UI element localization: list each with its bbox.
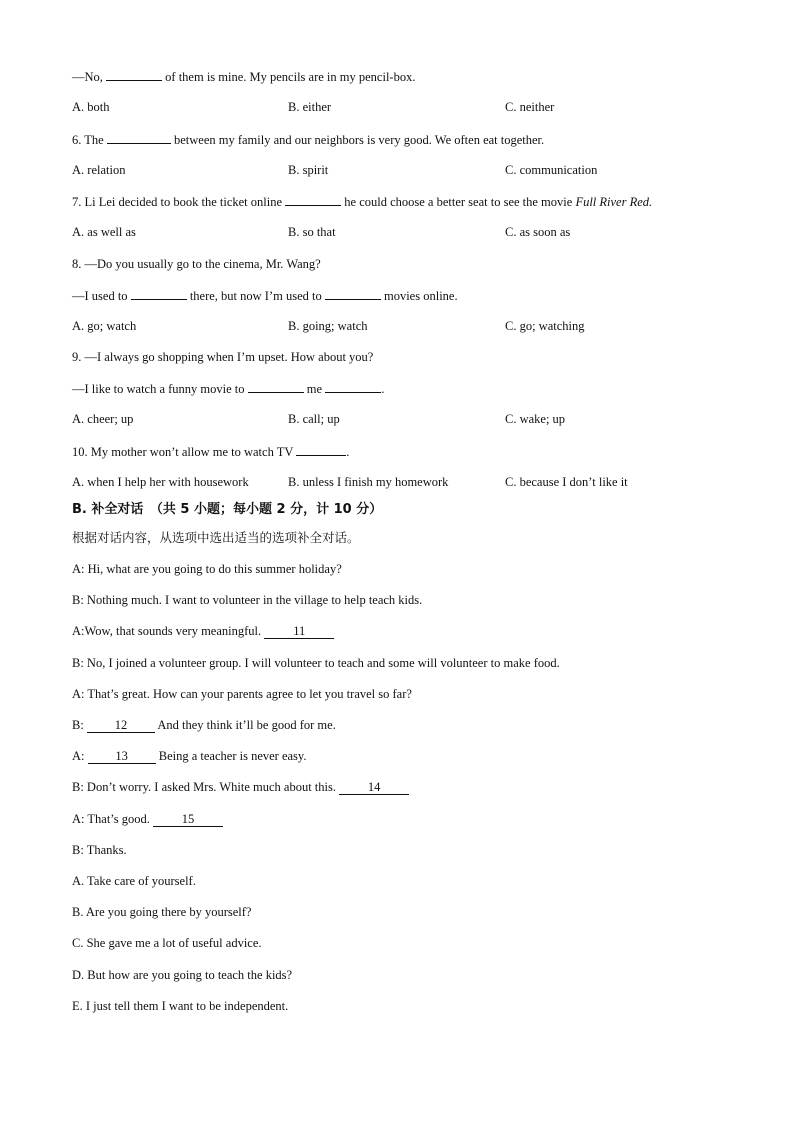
dialogue-line-9: A: That’s good. 15 [72,811,223,827]
dialogue-line-10: B: Thanks. [72,843,127,857]
q10-option-c[interactable]: C. because I don’t like it [505,475,628,489]
q7-option-a[interactable]: A. as well as [72,225,136,239]
q6-option-c[interactable]: C. communication [505,163,598,177]
q7-option-c[interactable]: C. as soon as [505,225,571,239]
dialogue-line-4: B: No, I joined a volunteer group. I will volunteer to teach and some will volunteer to make food. [72,656,560,670]
q5-stem: —No, of them is mine. My pencils are in my pencil-box. [72,70,416,84]
answer-blank[interactable] [296,443,346,456]
answer-blank[interactable] [285,193,341,206]
dialogue-line-1: A: Hi, what are you going to do this summer holiday? [72,562,342,576]
section-b-title: B. 补全对话 （共 5 小题；每小题 2 分，计 10 分） [72,502,383,517]
dialogue-line-3: A:Wow, that sounds very meaningful. 11 [72,623,334,639]
q9-option-a[interactable]: A. cheer; up [72,412,134,426]
answer-blank[interactable] [325,380,381,393]
q9-line2: —I like to watch a funny movie to me . [72,382,385,396]
answer-blank-15[interactable]: 15 [153,812,223,827]
answer-blank[interactable] [131,287,187,300]
movie-title: Full River Red. [575,195,653,209]
q8-line2: —I used to there, but now I’m used to movies online. [72,289,458,303]
q5-option-c[interactable]: C. neither [505,100,555,114]
q5-option-b[interactable]: B. either [288,100,332,114]
answer-blank[interactable] [106,68,162,81]
q7-stem: 7. Li Lei decided to book the ticket online he could choose a better seat to see the movie Full River Red. [72,195,653,209]
answer-blank[interactable] [107,131,171,144]
answer-blank-14[interactable]: 14 [339,780,409,795]
q10-option-a[interactable]: A. when I help her with housework [72,475,249,489]
q8-line1: 8. —Do you usually go to the cinema, Mr. Wang? [72,257,321,271]
choice-e[interactable]: E. I just tell them I want to be independent. [72,999,289,1013]
section-b-instruction: 根据对话内容，从选项中选出适当的选项补全对话。 [72,530,360,545]
answer-blank-11[interactable]: 11 [264,624,334,639]
q9-option-c[interactable]: C. wake; up [505,412,566,426]
q5-option-a[interactable]: A. both [72,100,110,114]
answer-blank-12[interactable]: 12 [87,718,155,733]
answer-blank[interactable] [325,287,381,300]
q6-option-a[interactable]: A. relation [72,163,126,177]
q9-line1: 9. —I always go shopping when I’m upset. How about you? [72,350,374,364]
choice-d[interactable]: D. But how are you going to teach the kids? [72,968,293,982]
answer-blank-13[interactable]: 13 [88,749,156,764]
choice-c[interactable]: C. She gave me a lot of useful advice. [72,936,262,950]
q8-option-b[interactable]: B. going; watch [288,319,368,333]
dialogue-line-2: B: Nothing much. I want to volunteer in the village to help teach kids. [72,593,423,607]
q7-option-b[interactable]: B. so that [288,225,336,239]
q10-option-b[interactable]: B. unless I finish my homework [288,475,449,489]
dialogue-line-8: B: Don’t worry. I asked Mrs. White much about this. 14 [72,779,409,795]
q8-option-a[interactable]: A. go; watch [72,319,137,333]
choice-b[interactable]: B. Are you going there by yourself? [72,905,252,919]
q10-stem: 10. My mother won’t allow me to watch TV . [72,445,350,459]
dialogue-line-5: A: That’s great. How can your parents agree to let you travel so far? [72,687,412,701]
q6-stem: 6. The between my family and our neighbors is very good. We often eat together. [72,133,545,147]
dialogue-line-7: A: 13 Being a teacher is never easy. [72,749,307,763]
choice-a[interactable]: A. Take care of yourself. [72,874,196,888]
q9-option-b[interactable]: B. call; up [288,412,340,426]
answer-blank[interactable] [248,380,304,393]
dialogue-line-6: B: 12 And they think it’ll be good for me. [72,718,336,732]
q6-option-b[interactable]: B. spirit [288,163,329,177]
q8-option-c[interactable]: C. go; watching [505,319,585,333]
